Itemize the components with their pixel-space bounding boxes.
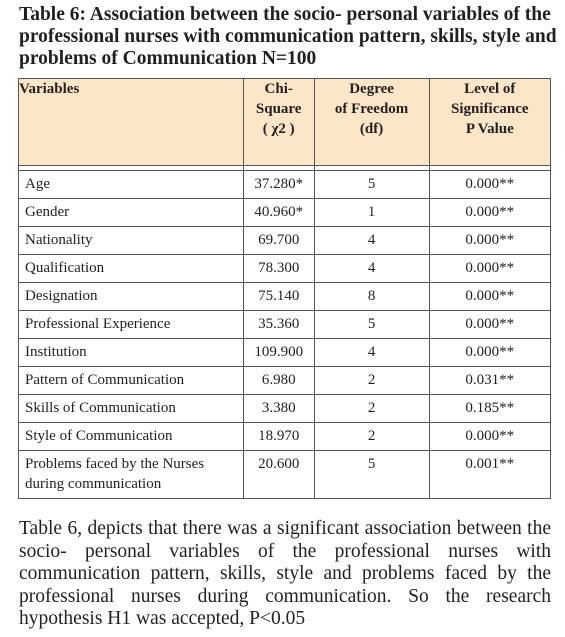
header-sig-line2: Significance [451,101,529,117]
cell-variable: Professional Experience [19,311,244,339]
table-row [19,451,551,499]
cell-variable: Pattern of Communication [19,367,244,395]
cell-chi-square: 75.140 [243,283,314,311]
cell-df: 1 [314,199,429,227]
cell-variable: Institution [19,339,244,367]
cell-chi-square: 109.900 [243,339,314,367]
cell-p-value: 0.000** [429,199,550,227]
table-row [19,255,551,283]
cell-variable: Gender [19,199,244,227]
cell-variable: Style of Communication [19,423,244,451]
header-variables [19,79,244,166]
association-table [18,78,551,499]
cell-variable [19,451,244,499]
cell-p-value: 0.000** [429,283,550,311]
table-row [19,199,551,227]
cell-df: 4 [314,255,429,283]
cell-df: 4 [314,227,429,255]
cell-chi-square: 20.600 [243,451,314,499]
cell-variable: Designation [19,283,244,311]
cell-df: 4 [314,339,429,367]
cell-chi-square: 3.380 [243,395,314,423]
table-row [19,311,551,339]
cell-variable: Nationality [19,227,244,255]
header-df-line3: (df) [359,121,384,137]
cell-chi-square: 78.300 [243,255,314,283]
table-row [19,423,551,451]
cell-chi-square: 35.360 [243,311,314,339]
table-title: Table 6: Association between the socio- personal variables of the professional nurses with communication pattern, skills, style and problems of Communication N=100 [19,4,557,69]
cell-p-value: 0.000** [429,227,550,255]
cell-chi-square: 40.960* [243,199,314,227]
cell-variable: Skills of Communication [19,395,244,423]
table-row [19,171,551,199]
header-chi-line2: Square [255,101,302,117]
cell-variable-line1: Problems faced by the Nurses [25,456,205,472]
cell-df: 5 [314,311,429,339]
header-chi-line1: Chi- [264,81,293,97]
cell-p-value: 0.000** [429,171,550,199]
header-df-line1: Degree [349,81,394,97]
cell-df: 5 [314,171,429,199]
table-header-row [19,79,551,166]
cell-p-value: 0.000** [429,311,550,339]
header-degree-of-freedom [314,79,429,166]
table-row [19,283,551,311]
cell-df: 2 [314,395,429,423]
cell-df: 8 [314,283,429,311]
cell-df: 2 [314,423,429,451]
header-significance [429,79,550,166]
summary-paragraph: Table 6, depicts that there was a significant association between the socio- personal variables of the professional nurses with communication pattern, skills, style and problems faced by the professional nurses during communication. So the research hypothesis H1 was accepted, P<0.05 [19,518,551,629]
header-df-line2: of Freedom [334,101,409,117]
cell-df: 2 [314,367,429,395]
header-variables-label: Variables [19,81,80,97]
cell-p-value: 0.000** [429,423,550,451]
cell-p-value: 0.000** [429,255,550,283]
cell-p-value: 0.000** [429,339,550,367]
cell-variable-line2: during communication [25,476,162,492]
table-row [19,339,551,367]
cell-chi-square: 69.700 [243,227,314,255]
header-chi-line3: ( χ2 ) [262,121,295,137]
table-row [19,395,551,423]
header-sig-line3: P Value [465,121,514,137]
cell-df: 5 [314,451,429,499]
header-sig-line1: Level of [464,81,516,97]
cell-variable: Qualification [19,255,244,283]
cell-p-value: 0.185** [429,395,550,423]
table-row [19,227,551,255]
table-row [19,367,551,395]
cell-chi-square: 6.980 [243,367,314,395]
cell-chi-square: 37.280* [243,171,314,199]
header-chi-square [243,79,314,166]
cell-p-value: 0.031** [429,367,550,395]
cell-p-value: 0.001** [429,451,550,499]
cell-variable: Age [19,171,244,199]
cell-chi-square: 18.970 [243,423,314,451]
